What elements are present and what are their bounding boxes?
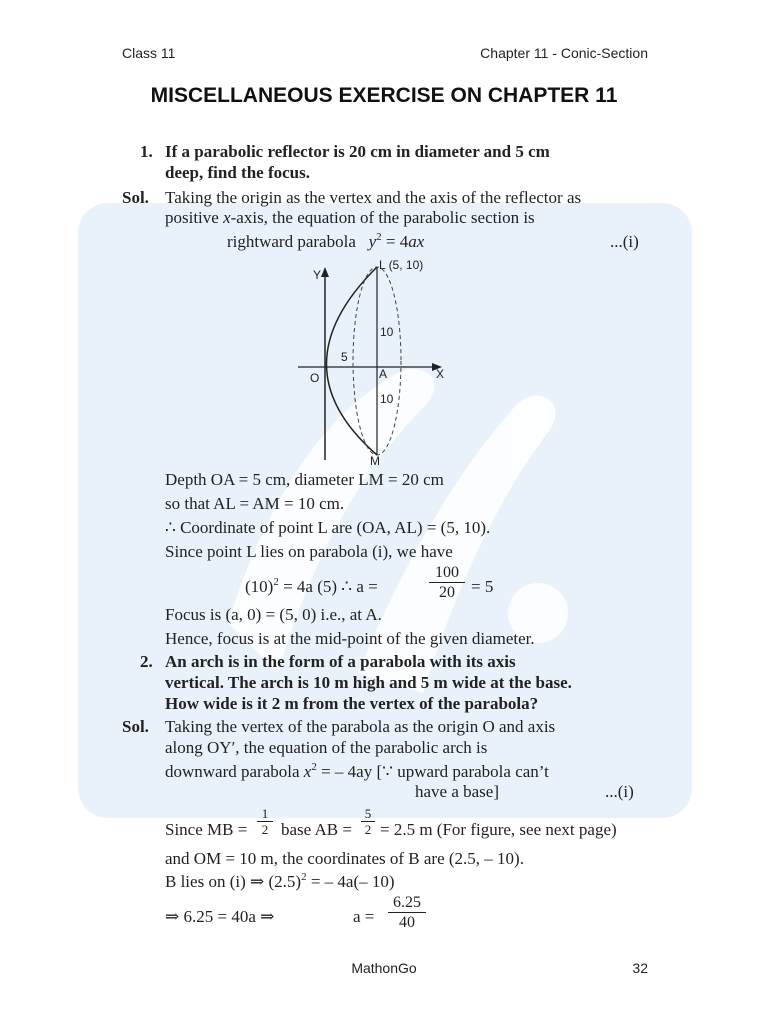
last-numerator: 6.25 xyxy=(388,894,426,913)
sol1-line2c: -axis, the equation of the parabolic section is xyxy=(230,208,535,227)
sol2-mb-c: = 2.5 m (For figure, see next page) xyxy=(380,820,617,839)
parabola-curve xyxy=(327,267,378,455)
parabola-figure xyxy=(290,255,460,470)
sol1-depth: Depth OA = 5 cm, diameter LM = 20 cm xyxy=(165,470,444,489)
sol1-equation: rightward parabola $y^2 = 4ax$ xyxy=(227,231,425,251)
sol1-line2 xyxy=(165,207,535,228)
page-title: MISCELLANEOUS EXERCISE ON CHAPTER 11 xyxy=(150,84,618,107)
fig-seg-bottom: 10 xyxy=(380,392,394,406)
calc-numerator: 100 xyxy=(429,564,465,583)
sol2-last-b: a = xyxy=(353,907,375,926)
fig-o-label: O xyxy=(310,371,320,385)
calc-rhs: = 5 xyxy=(471,577,494,596)
fig-seg-top: 10 xyxy=(380,325,394,339)
five-half-fraction xyxy=(361,806,375,838)
last-fraction xyxy=(388,894,426,933)
sol2-om: and OM = 10 m, the coordinates of B are (2.5, – 10). xyxy=(165,849,524,868)
fig-a-label: A xyxy=(379,367,388,381)
sol1-hence: Hence, focus is at the mid-point of the given diameter. xyxy=(165,629,535,648)
half-denominator: 2 xyxy=(261,822,269,837)
calc-fraction xyxy=(429,564,465,603)
sol2-line2: along OY′, the equation of the parabolic arch is xyxy=(165,738,488,757)
fig-l-label: L (5, 10) xyxy=(379,258,424,272)
sol2-mb-b: base AB = xyxy=(281,820,352,839)
calc-lhs: (10) xyxy=(245,577,274,596)
blies-b: = – 4a(– 10) xyxy=(306,872,395,891)
sol1-coordinate: ∴ Coordinate of point L are (OA, AL) = (5, 10). xyxy=(165,518,491,537)
sol2-line3b: = – 4ay [∵ upward parabola can’t xyxy=(316,762,549,781)
fig-x-label: X xyxy=(436,367,445,381)
y-axis-arrow xyxy=(321,267,329,277)
sol1-label: Sol. xyxy=(122,188,149,207)
fig-seg-oa: 5 xyxy=(341,350,348,364)
half-numerator: 1 xyxy=(257,806,273,822)
half-fraction xyxy=(257,806,273,838)
blies-a: B lies on (i) ⇒ (2.5) xyxy=(165,872,302,891)
header-chapter: Chapter 11 - Conic-Section xyxy=(480,45,648,61)
fig-m-label: M xyxy=(370,454,380,468)
fig-y-label: Y xyxy=(313,268,322,282)
sol1-line1: Taking the origin as the vertex and the axis of the reflector as xyxy=(165,188,582,207)
sol2-line3a: downward parabola xyxy=(165,762,304,781)
sol1-line2b: x xyxy=(223,208,231,227)
sol2-tag: ...(i) xyxy=(605,782,634,801)
sol1-focus: Focus is (a, 0) = (5, 0) i.e., at A. xyxy=(165,605,382,624)
sol1-calc: $(10)^2 = 4a$ (5) ∴ a = xyxy=(245,576,378,596)
q2-number: 2. xyxy=(140,652,153,671)
calc-denominator: 20 xyxy=(439,584,455,601)
q1-number: 1. xyxy=(140,142,153,161)
sol1-al: so that AL = AM = 10 cm. xyxy=(165,494,345,513)
sol2-line3: downward parabola $x^2$ = – 4ay [∵ upward parabola can’t xyxy=(165,761,549,781)
q1-line1: If a parabolic reflector is 20 cm in diameter and 5 cm xyxy=(165,142,550,161)
calc-mid: = 4a (5) ∴ a = xyxy=(278,577,378,596)
sol1-since: Since point L lies on parabola (i), we have xyxy=(165,542,453,561)
sol2-last-a: ⇒ 6.25 = 40a ⇒ xyxy=(165,907,275,926)
sol2-blies: B lies on (i) ⇒ $(2.5)^2$ = – 4a(– 10) xyxy=(165,871,395,891)
sol2-mb-a: Since MB = xyxy=(165,820,248,839)
q2-line3: How wide is it 2 m from the vertex of the parabola? xyxy=(165,694,539,713)
footer-brand: MathonGo xyxy=(351,960,417,976)
header-class: Class 11 xyxy=(122,45,176,61)
five-numerator: 5 xyxy=(361,806,375,822)
sol2-line4: have a base] xyxy=(415,782,500,801)
sol1-eq-tag: ...(i) xyxy=(610,232,639,251)
sol1-line2a: positive xyxy=(165,208,224,227)
sol2-line1: Taking the vertex of the parabola as the origin O and axis xyxy=(165,717,556,736)
sol2-label: Sol. xyxy=(122,717,149,736)
page-number: 32 xyxy=(632,960,648,976)
last-denominator: 40 xyxy=(399,914,415,931)
eq-label: rightward parabola xyxy=(227,232,356,251)
five-denominator: 2 xyxy=(364,822,372,837)
q2-line1: An arch is in the form of a parabola with its axis xyxy=(165,652,516,671)
q1-line2: deep, find the focus. xyxy=(165,163,310,182)
q2-line2: vertical. The arch is 10 m high and 5 m wide at the base. xyxy=(165,673,572,692)
